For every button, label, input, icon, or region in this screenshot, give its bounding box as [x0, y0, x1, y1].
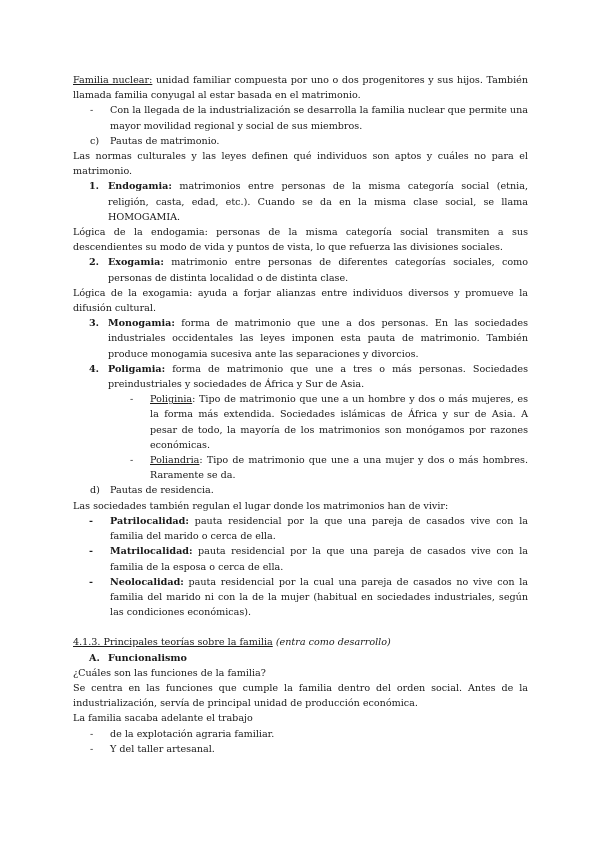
list-item-text: Pautas de residencia. [110, 485, 214, 497]
term-poliandria: Poliandria [150, 455, 200, 467]
term-exogamia: Exogamia: [108, 257, 164, 269]
list-item-text: Pautas de matrimonio. [110, 135, 220, 147]
list-item-text: matrimonio entre personas de diferentes categorías sociales, como personas de distinta localidad o de distinta clase. [108, 257, 528, 284]
list-item-text: matrimonios entre personas de la misma categoría social (etnia, religión, casta, edad, etc.). Cuando se da en la misma clase social, se llama HOMOGAMIA. [108, 181, 528, 223]
list-item-text: Y del taller artesanal. [110, 743, 215, 755]
list-item-patrilocalidad [73, 514, 528, 544]
spacer [73, 620, 528, 635]
number-marker: 2. [89, 257, 100, 269]
dash-marker: - [89, 515, 93, 527]
paragraph-work: La familia sacaba adelante el trabajo [73, 713, 253, 725]
term-neolocalidad: Neolocalidad: [110, 576, 184, 588]
term-nuclear-family: Familia nuclear: [73, 75, 153, 86]
list-item-neolocalidad [73, 575, 528, 621]
dash-marker: - [89, 546, 93, 558]
paragraph-logic-endogamy: Lógica de la endogamia: personas de la misma categoría social transmiten a sus descendientes su modo de vida y puntos de vista, lo que refuerza las divisiones sociales. [73, 227, 528, 254]
list-item-endogamia [73, 179, 528, 225]
list-item-text: : Tipo de matrimonio que une a una mujer y dos o más hombres. Raramente se da. [150, 455, 528, 482]
list-item-text: forma de matrimonio que une a dos personas. En las sociedades industriales occidentales las leyes imponen esta pauta de matrimonio. También produce monogamia sucesiva ante las separaciones y divorcios. [108, 318, 528, 360]
paragraph-norms: Las normas culturales y las leyes definen qué individuos son aptos y cuáles no para el matrimonio. [73, 151, 528, 178]
term-monogamia: Monogamia: [108, 318, 175, 330]
number-marker: 4. [89, 363, 100, 375]
paragraph-nuclear-family [73, 73, 528, 103]
dash-marker: - [90, 728, 94, 740]
subsection-title: Funcionalismo [108, 652, 187, 664]
list-item-text: : Tipo de matrimonio que une a un hombre y dos o más mujeres, es la forma más extendida. Sociedades islámicas de África y sur de Asia. A pesar de todo, la mayoría de los matrimonios son monógamos por razones económicas. [150, 394, 528, 451]
number-marker: 1. [89, 181, 100, 193]
term-patrilocalidad: Patrilocalidad: [110, 515, 189, 527]
paragraph-logic-exogamy: Lógica de la exogamia: ayuda a forjar alianzas entre individuos diversos y promueve la difusión cultural. [73, 287, 528, 315]
letter-marker: c) [90, 135, 100, 147]
letter-marker: A. [89, 652, 100, 664]
paragraph-residence: Las sociedades también regulan el lugar donde los matrimonios han de vivir: [73, 500, 449, 512]
list-item-text: pauta residencial por la cual una pareja de casados no vive con la familia del marido ni con la de la mujer (habitual en sociedades industriales, según las condiciones económicas). [110, 576, 528, 619]
list-item-matrilocalidad [73, 544, 528, 574]
list-item-text: forma de matrimonio que une a tres o más personas. Sociedades preindustriales y sociedades de África y Sur de Asia. [108, 363, 528, 391]
list-item-text: Con la llegada de la industrialización se desarrolla la familia nuclear que permite una mayor movilidad regional y social de sus miembros. [110, 105, 528, 132]
term-endogamia: Endogamia: [108, 181, 172, 193]
section-heading [73, 635, 528, 650]
dash-marker: - [90, 743, 94, 755]
paragraph-functions: Se centra en las funciones que cumple la familia dentro del orden social. Antes de la industrialización, servía de principal unidad de producción económica. [73, 682, 528, 710]
dash-marker: - [89, 576, 93, 588]
term-poliginia: Poliginia [150, 394, 193, 406]
dash-marker: - [90, 105, 94, 117]
term-matrilocalidad: Matrilocalidad: [110, 546, 193, 558]
letter-marker: d) [90, 485, 100, 497]
definition-text: unidad familiar compuesta por uno o dos progenitores y sus hijos. También llamada familia conyugal al estar basada en el matrimonio. [73, 75, 529, 102]
section-note: (entra como desarrollo) [272, 637, 391, 649]
list-item [73, 727, 528, 742]
list-item-d [73, 483, 528, 498]
dash-marker: - [130, 455, 134, 467]
list-item-c [73, 134, 528, 149]
list-item-poliandria [73, 453, 528, 483]
list-item [73, 742, 528, 757]
list-item-industrialization [73, 103, 528, 133]
list-item-monogamia [73, 316, 528, 362]
list-item-text: pauta residencial por la que una pareja de casados vive con la familia del marido o cerca de ella. [110, 515, 528, 543]
term-poligamia: Poligamia: [108, 363, 166, 375]
dash-marker: - [130, 394, 134, 406]
list-item-text: pauta residencial por la que una pareja de casados vive con la familia de la esposa o cerca de ella. [110, 546, 528, 573]
question: ¿Cuáles son las funciones de la familia? [73, 667, 266, 679]
subsection-heading [73, 651, 528, 666]
list-item-text: de la explotación agraria familiar. [110, 728, 275, 740]
number-marker: 3. [89, 318, 100, 330]
list-item-exogamia [73, 255, 528, 285]
list-item-poliginia [73, 392, 528, 453]
list-item-poligamia [73, 362, 528, 392]
section-title: 4.1.3. Principales teorías sobre la familia [73, 637, 273, 649]
